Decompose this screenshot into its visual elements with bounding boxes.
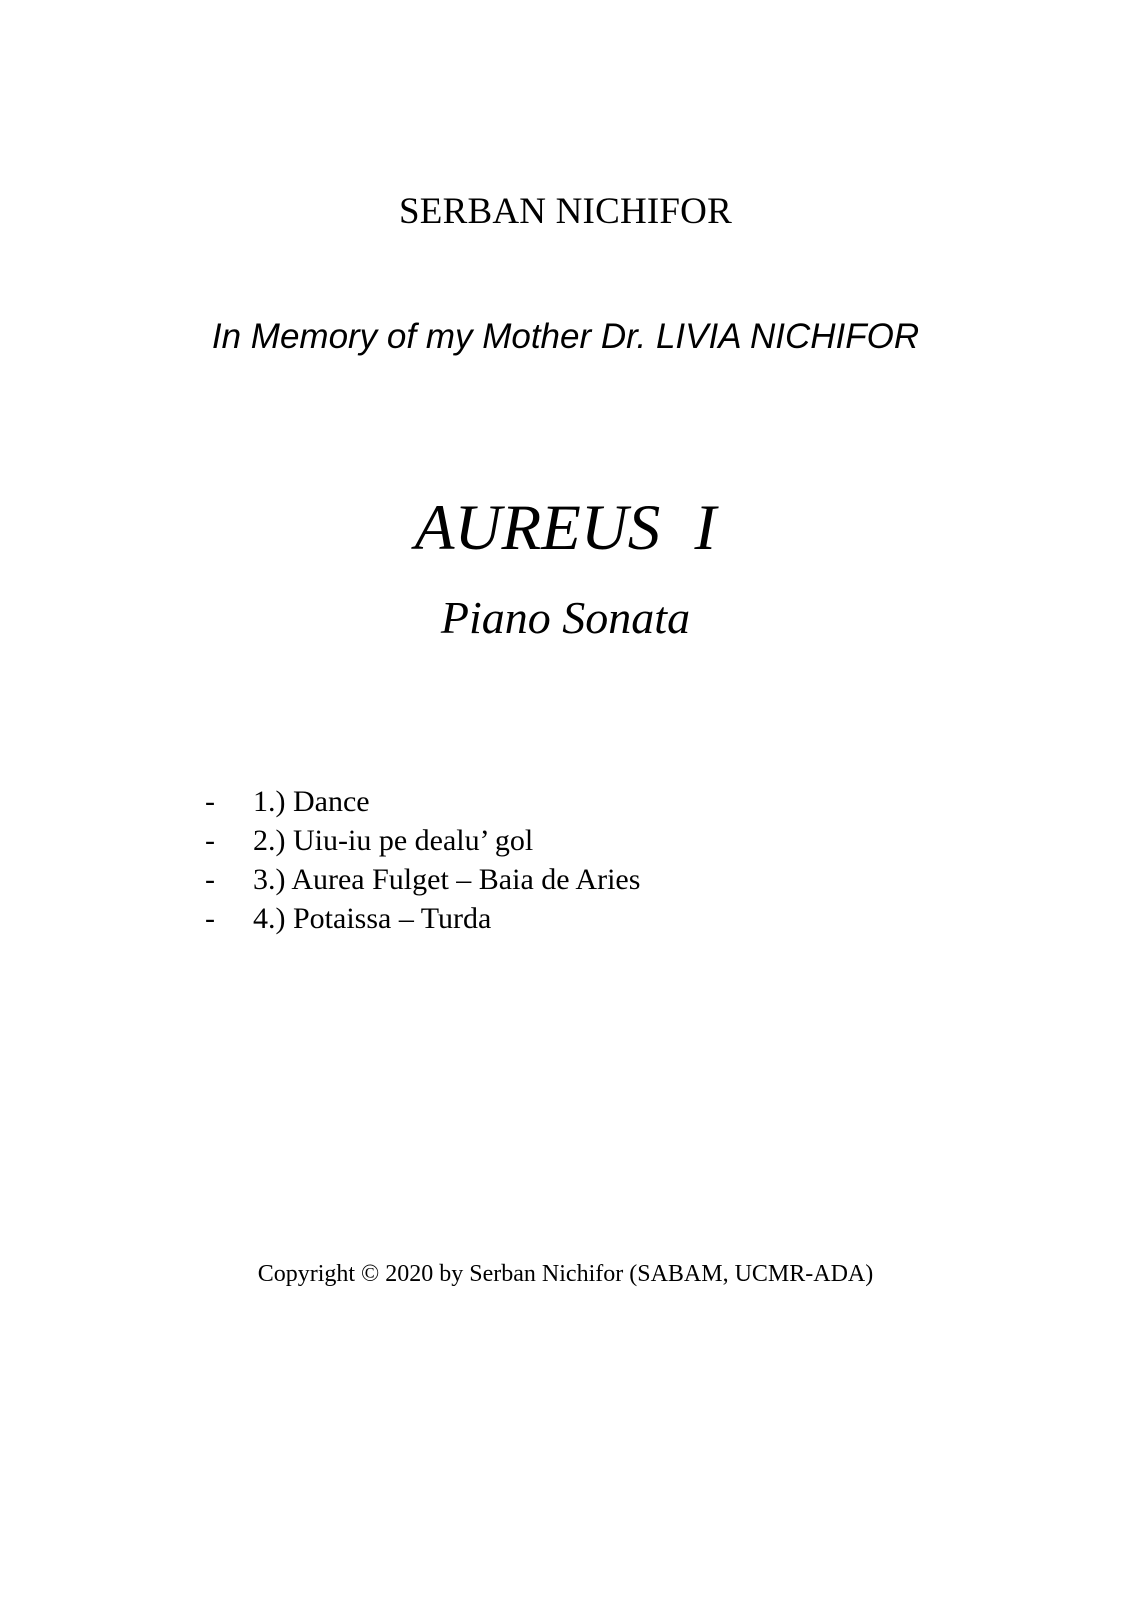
movement-item — [205, 899, 640, 938]
list-bullet: - — [205, 902, 215, 935]
list-bullet: - — [205, 785, 215, 818]
movement-title: 1.) Dance — [253, 785, 370, 818]
movement-item — [205, 782, 640, 821]
movement-item — [205, 860, 640, 899]
movement-title: 2.) Uiu-iu pe dealu’ gol — [253, 824, 534, 857]
movement-title: 4.) Potaissa – Turda — [253, 902, 492, 935]
movement-item — [205, 821, 640, 860]
work-title: AUREUS I — [414, 492, 717, 564]
work-subtitle: Piano Sonata — [440, 592, 691, 643]
movement-title: 3.) Aurea Fulget – Baia de Aries — [253, 863, 641, 896]
list-bullet: - — [205, 824, 215, 857]
composer-name: SERBAN NICHIFOR — [399, 191, 732, 232]
list-bullet: - — [205, 863, 215, 896]
copyright-notice: Copyright © 2020 by Serban Nichifor (SABAM, UCMR-ADA) — [257, 1261, 874, 1287]
dedication-text: In Memory of my Mother Dr. LIVIA NICHIFOR — [211, 317, 920, 356]
movement-list — [205, 782, 640, 938]
